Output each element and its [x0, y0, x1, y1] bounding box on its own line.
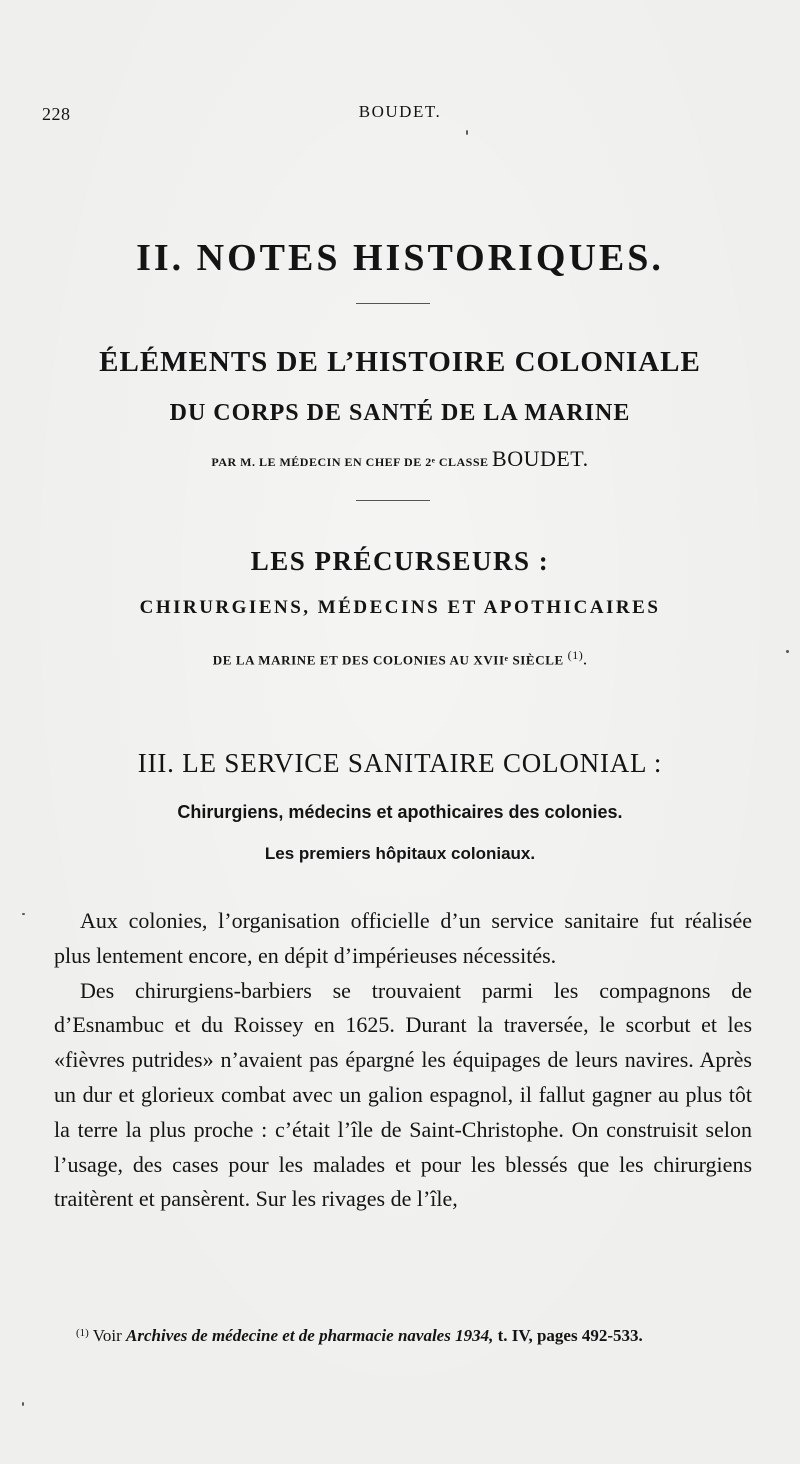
chapter-subtitle-2: Les premiers hôpitaux coloniaux.: [264, 844, 536, 863]
article-title: ÉLÉMENTS DE L’HISTOIRE COLONIALE: [99, 346, 701, 378]
running-head: BOUDET.: [358, 102, 442, 121]
footnote-reference: (1): [567, 648, 584, 662]
section-title: II. NOTES HISTORIQUES.: [136, 237, 664, 279]
paragraph: Aux colonies, l’organisation officielle d’un service sanitaire fut réalisée plus lentement encore, en dépit d’impérieuses nécessités.: [54, 908, 752, 968]
footnote-pages: pages 492-533.: [536, 1326, 643, 1345]
part-title: LES PRÉCURSEURS :: [250, 546, 550, 576]
byline-author: BOUDET.: [492, 446, 589, 471]
part-line3-end: .: [583, 652, 588, 668]
byline-prefix: PAR M. LE MÉDECIN EN CHEF DE 2ᵉ CLASSE: [211, 455, 489, 469]
scan-speck: [22, 913, 25, 915]
scan-speck: [22, 1402, 24, 1406]
part-subtitle: CHIRURGIENS, MÉDECINS ET APOTHICAIRES: [139, 597, 661, 618]
page-number: 228: [42, 104, 71, 124]
chapter-title: III. LE SERVICE SANITAIRE COLONIAL :: [137, 748, 663, 778]
scan-speck: [786, 650, 789, 653]
separator-rule: [356, 500, 430, 501]
separator-rule: [356, 303, 430, 304]
footnote-marker: (1): [76, 1327, 89, 1339]
footnote: [58, 1319, 752, 1350]
footnote-text: Voir: [92, 1326, 122, 1345]
scan-speck: [466, 130, 468, 135]
footnote-volume: t. IV,: [497, 1326, 533, 1345]
part-subtitle-line: [0, 648, 800, 668]
article-subtitle: DU CORPS DE SANTÉ DE LA MARINE: [169, 400, 631, 426]
byline: [0, 446, 800, 472]
paragraph: Des chirurgiens-barbiers se trouvaient parmi les compagnons de d’Esnambuc et du Roissey en 1625. Durant la traversée, le scorbut et les «fièvres putrides» n’avaient pas épargné les équipages de leurs navires. Après un dur et glorieux combat avec un galion espagnol, il fallut gagner au plus tôt la terre la plus proche : c’était l’île de Saint-Christophe. On construisit selon l’usage, des cases pour les malades et pour les blessés que les chirurgiens traitèrent et pansèrent. Sur les rivages de l’île,: [54, 977, 752, 1212]
footnote-journal: Archives de médecine et de pharmacie navales 1934,: [126, 1326, 494, 1345]
chapter-subtitle: Chirurgiens, médecins et apothicaires des colonies.: [177, 802, 623, 822]
part-line3-text: DE LA MARINE ET DES COLONIES AU XVIIᵉ SIÈCLE: [212, 652, 564, 668]
body-text: [54, 904, 752, 1217]
